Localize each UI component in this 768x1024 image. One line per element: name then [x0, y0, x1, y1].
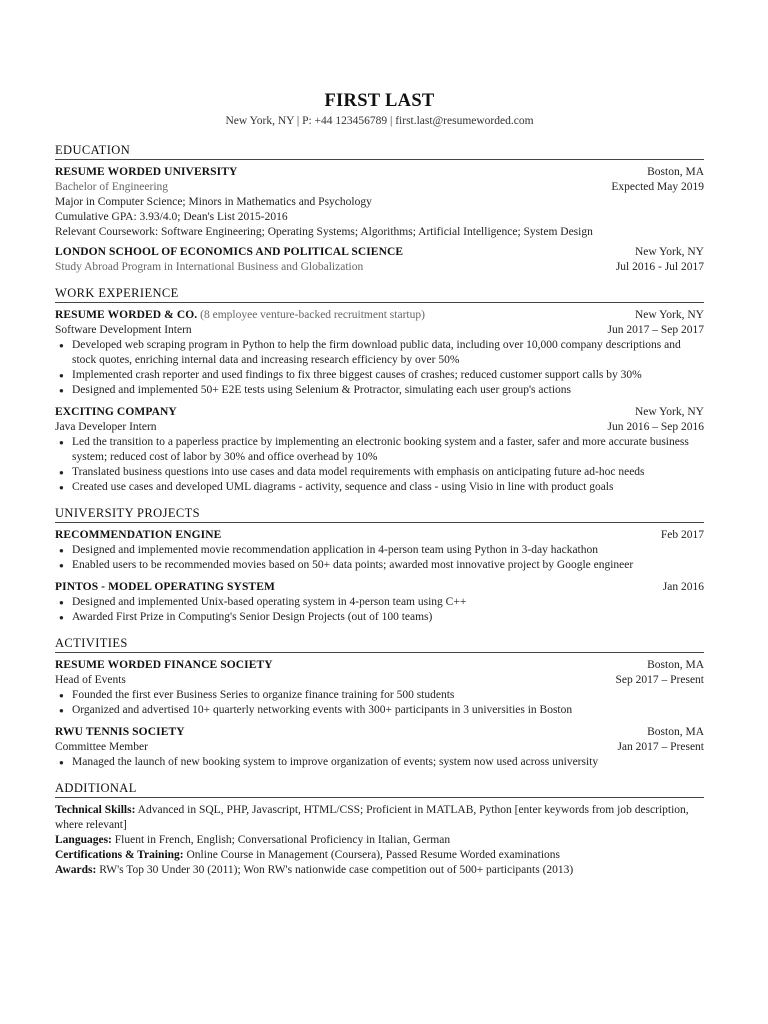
section-title-projects: UNIVERSITY PROJECTS — [55, 505, 704, 523]
bullet-item: ● Managed the launch of new booking system to improve organization of events; system now used across university — [59, 755, 704, 770]
institution-name: LONDON SCHOOL OF ECONOMICS AND POLITICAL SCIENCE — [55, 246, 404, 258]
additional-section — [55, 780, 704, 878]
additional-label: Languages: — [55, 834, 112, 846]
education-entry — [55, 245, 704, 275]
additional-line — [55, 863, 704, 878]
date: Expected May 2019 — [611, 181, 704, 193]
additional-text: Advanced in SQL, PHP, Javascript, HTML/CSS; Proficient in MATLAB, Python [enter keywords from job description, where relevant] — [55, 804, 689, 831]
bullet-item: ● Organized and advertised 10+ quarterly networking events with 300+ participants in 3 universities in Boston — [59, 703, 704, 718]
institution-name: RESUME WORDED UNIVERSITY — [55, 166, 238, 178]
date: Jun 2016 – Sep 2016 — [607, 421, 704, 433]
additional-text: RW's Top 30 Under 30 (2011); Won RW's nationwide case competition out of 500+ participants (2013) — [99, 864, 574, 876]
bullet-item: ● Enabled users to be recommended movies based on 50+ data points; awarded most innovative project by Google engineer — [59, 558, 704, 573]
additional-line — [55, 848, 704, 863]
additional-text: Online Course in Management (Coursera), Passed Resume Worded examinations — [186, 849, 560, 861]
bullet-item: ● Founded the first ever Business Series to organize finance training for 500 students — [59, 688, 704, 703]
bullet-item: ● Created use cases and developed UML diagrams - activity, sequence and class - using Visio in line with product goals — [59, 480, 704, 495]
role-title: Head of Events — [55, 674, 126, 686]
bullet-item: ● Designed and implemented movie recommendation application in 4-person team using Python in 3-day hackathon — [59, 543, 704, 558]
bullet-item: ● Designed and implemented 50+ E2E tests using Selenium & Protractor, simulating each user group's actions — [59, 383, 704, 398]
section-title-education: EDUCATION — [55, 142, 704, 160]
organization-name: RESUME WORDED FINANCE SOCIETY — [55, 659, 273, 671]
candidate-name: FIRST LAST — [324, 91, 435, 111]
location: Boston, MA — [647, 659, 704, 671]
education-section — [55, 142, 704, 275]
bullet-list — [59, 595, 704, 625]
additional-label: Awards: — [55, 864, 97, 876]
company-name: EXCITING COMPANY — [55, 406, 177, 418]
activity-entry — [55, 658, 704, 718]
bullet-list — [59, 688, 704, 718]
job-title: Java Developer Intern — [55, 421, 157, 433]
date: Feb 2017 — [660, 529, 704, 541]
additional-text: Fluent in French, English; Conversational Proficiency in Italian, German — [114, 834, 451, 846]
location: New York, NY — [634, 309, 704, 321]
education-detail: Major in Computer Science; Minors in Mathematics and Psychology — [55, 196, 372, 208]
role-title: Committee Member — [55, 741, 148, 753]
organization-name: RWU TENNIS SOCIETY — [55, 726, 185, 738]
bullet-item: ● Awarded First Prize in Computing's Senior Design Projects (out of 100 teams) — [59, 610, 704, 625]
additional-label: Certifications & Training: — [55, 849, 184, 861]
bullet-item: ● Led the transition to a paperless practice by implementing an electronic booking system and a faster, safer and more accurate business system; reduced cost of labor by 30% and office overhead by 10% — [59, 435, 704, 465]
degree: Bachelor of Engineering — [55, 181, 169, 193]
project-name: PINTOS - MODEL OPERATING SYSTEM — [55, 581, 275, 593]
date: Jul 2016 - Jul 2017 — [615, 261, 704, 273]
education-detail: Relevant Coursework: Software Engineering; Operating Systems; Algorithms; Artificial Intelligence; System Design — [55, 226, 593, 238]
section-title-additional: ADDITIONAL — [55, 780, 704, 798]
bullet-list — [59, 543, 704, 573]
work-section — [55, 285, 704, 495]
work-entry — [55, 405, 704, 495]
additional-line — [55, 803, 704, 833]
projects-section — [55, 505, 704, 625]
date: Jan 2017 – Present — [617, 741, 704, 753]
section-title-activities: ACTIVITIES — [55, 635, 704, 653]
project-entry — [55, 580, 704, 625]
contact-line: New York, NY | P: +44 123456789 | first.last@resumeworded.com — [225, 115, 534, 127]
project-name: RECOMMENDATION ENGINE — [55, 529, 222, 541]
project-entry — [55, 528, 704, 573]
additional-label: Technical Skills: — [55, 804, 136, 816]
bullet-list — [59, 338, 704, 398]
activity-entry — [55, 725, 704, 770]
location: New York, NY — [634, 406, 704, 418]
location: Boston, MA — [647, 166, 704, 178]
company-note: (8 employee venture-backed recruitment startup) — [200, 309, 425, 321]
location: Boston, MA — [647, 726, 704, 738]
date: Jun 2017 – Sep 2017 — [607, 324, 704, 336]
education-entry — [55, 165, 704, 240]
activities-section — [55, 635, 704, 770]
date: Sep 2017 – Present — [615, 674, 704, 686]
location: New York, NY — [634, 246, 704, 258]
education-detail: Cumulative GPA: 3.93/4.0; Dean's List 2015-2016 — [55, 211, 288, 223]
degree: Study Abroad Program in International Business and Globalization — [55, 261, 364, 273]
bullet-list — [59, 435, 704, 495]
bullet-item: ● Designed and implemented Unix-based operating system in 4-person team using C++ — [59, 595, 704, 610]
company-name: RESUME WORDED & CO. — [55, 309, 198, 321]
additional-line — [55, 833, 704, 848]
work-entry — [55, 308, 704, 398]
bullet-list — [59, 755, 704, 770]
job-title: Software Development Intern — [55, 324, 192, 336]
date: Jan 2016 — [662, 581, 704, 593]
bullet-item: ● Implemented crash reporter and used findings to fix three biggest causes of crashes; reduced customer support calls by 30% — [59, 368, 704, 383]
section-title-work: WORK EXPERIENCE — [55, 285, 704, 303]
bullet-item: ● Developed web scraping program in Python to help the firm download public data, including over 10,000 company descriptions and stock quotes, enriching internal data and increasing research efficiency by over 50% — [59, 338, 704, 368]
bullet-item: ● Translated business questions into use cases and data model requirements with emphasis on anticipating future ad-hoc needs — [59, 465, 704, 480]
